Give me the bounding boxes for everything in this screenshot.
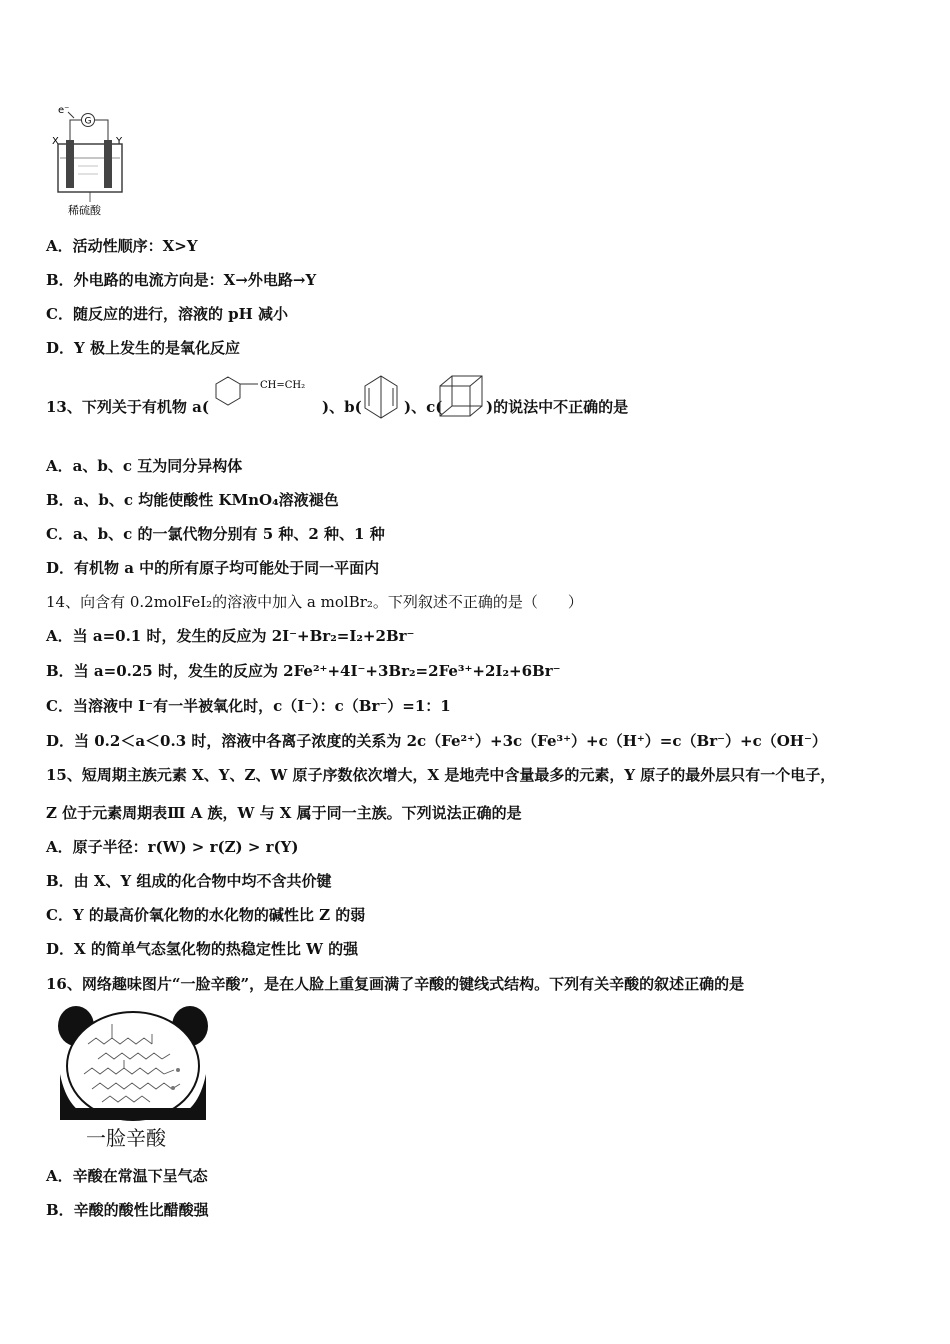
q12-option-d: D．Y 极上发生的是氧化反应 (46, 339, 240, 357)
q16-option-b: B．辛酸的酸性比醋酸强 (46, 1201, 209, 1219)
q13-stem-pre: 13、下列关于有机物 a( (46, 398, 209, 416)
q13-stem-mid2: )、c( (404, 398, 443, 416)
q16-stem: 16、网络趣味图片“一脸辛酸”，是在人脸上重复画满了辛酸的键线式结构。下列有关辛酸的叙述正确的是 (46, 975, 745, 993)
q14-stem: 14、向含有 0.2molFeI₂的溶液中加入 a molBr₂。下列叙述不正确的是（ ） (46, 593, 583, 611)
q15-stem-line1: 15、短周期主族元素 X、Y、Z、W 原子序数依次增大，X 是地壳中含量最多的元素，Y 原子的最外层只有一个电子， (46, 766, 836, 784)
q14-option-c: C．当溶液中 I⁻有一半被氧化时，c（I⁻）：c（Br⁻）=1：1 (46, 697, 451, 715)
q13-option-b: B．a、b、c 均能使酸性 KMnO₄溶液褪色 (46, 491, 339, 509)
q15-stem-line2: Z 位于元素周期表Ⅲ A 族，W 与 X 属于同一主族。下列说法正确的是 (46, 804, 522, 822)
q12-option-c: C．随反应的进行，溶液的 pH 减小 (46, 305, 289, 323)
q14-option-a: A．当 a=0.1 时，发生的反应为 2I⁻+Br₂=I₂+2Br⁻ (46, 627, 415, 645)
q14-option-d: D．当 0.2＜a＜0.3 时，溶液中各离子浓度的关系为 2c（Fe²⁺）+3c（Fe³⁺）+c（H⁺）=c（Br⁻）+c（OH⁻） (46, 732, 827, 750)
q13-option-c: C．a、b、c 的一氯代物分别有 5 种、2 种、1 种 (46, 525, 385, 543)
electrode-x-label: X (52, 136, 59, 147)
q15-option-d: D．X 的简单气态氢化物的热稳定性比 W 的强 (46, 940, 359, 958)
galvanic-cell-figure (48, 100, 138, 218)
panda-meme-image (58, 1004, 208, 1122)
q12-option-b: B．外电路的电流方向是：X→外电路→Y (46, 271, 317, 289)
barrelene-structure (356, 372, 406, 424)
q12-option-a: A．活动性顺序：X>Y (46, 237, 198, 255)
q15-option-c: C．Y 的最高价氧化物的水化物的碱性比 Z 的弱 (46, 906, 366, 924)
cubane-structure (436, 372, 490, 420)
vinyl-label: CH=CH₂ (260, 380, 306, 391)
q13-stem-mid1: )、b( (322, 398, 362, 416)
q15-option-b: B．由 X、Y 组成的化合物中均不含共价键 (46, 872, 332, 890)
galvanometer-label: G (84, 116, 92, 127)
electrode-x (66, 140, 74, 188)
electrode-y (104, 140, 112, 188)
electron-label: e⁻ (58, 105, 70, 116)
electrode-y-label: Y (116, 136, 123, 147)
q13-option-a: A．a、b、c 互为同分异构体 (46, 457, 243, 475)
q14-option-b: B．当 a=0.25 时，发生的反应为 2Fe²⁺+4I⁻+3Br₂=2Fe³⁺+2I₂+6Br⁻ (46, 662, 561, 680)
q13-stem-post: )的说法中不正确的是 (486, 398, 629, 416)
q16-option-a: A．辛酸在常温下呈气态 (46, 1167, 208, 1185)
styrene-structure (212, 371, 322, 423)
q15-option-a: A．原子半径：r(W) > r(Z) > r(Y) (46, 838, 299, 856)
q13-option-d: D．有机物 a 中的所有原子均可能处于同一平面内 (46, 559, 380, 577)
electrolyte-label: 稀硫酸 (68, 204, 101, 217)
panda-meme-caption: 一脸辛酸 (86, 1126, 166, 1150)
